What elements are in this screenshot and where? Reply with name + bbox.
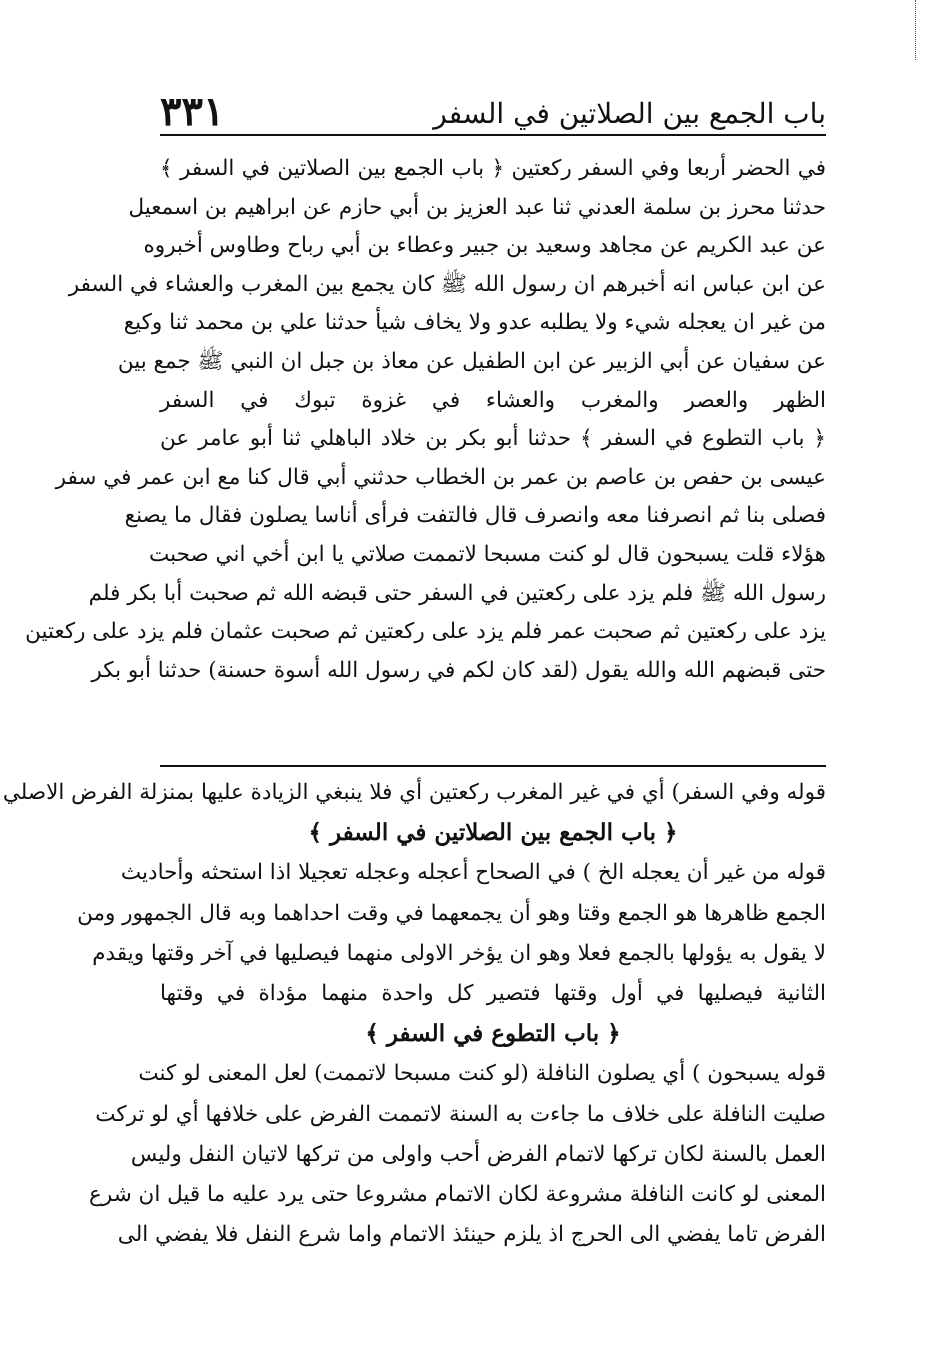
page-header bbox=[160, 82, 826, 136]
commentary-line: الفرض تاما يفضي الى الحرج اذ يلزم حينئذ الاتمام واما شرع النفل فلا يفضي الى bbox=[117, 1222, 826, 1248]
main-text-line: يزد على ركعتين ثم صحبت عمر فلم يزد على ركعتين ثم صحبت عثمان فلم يزد على ركعتين bbox=[25, 619, 826, 645]
main-text-line: عيسى بن حفص بن عاصم بن عمر بن الخطاب حدثني أبي قال كنا مع ابن عمر في سفر bbox=[55, 464, 826, 490]
main-text-line: فصلى بنا ثم انصرفنا معه وانصرف قال فالتفت فرأى أناسا يصلون فقال ما يصنع bbox=[124, 503, 826, 529]
main-text-line: في الحضر أربعا وفي السفر ركعتين ﴿ باب الجمع بين الصلاتين في السفر ﴾ bbox=[160, 156, 826, 181]
commentary-line: الجمع ظاهرها هو الجمع وقتا وهو أن يجمعهما في وقت احداهما وبه قال الجمهور ومن bbox=[77, 900, 826, 926]
main-text-line: حدثنا محرز بن سلمة العدني ثنا عبد العزيز بن أبي حازم عن ابراهيم بن اسمعيل bbox=[128, 194, 826, 220]
page-number: ٣٣١ bbox=[160, 88, 225, 135]
commentary-section-heading: ﴿ باب الجمع بين الصلاتين في السفر ﴾ bbox=[308, 819, 678, 847]
main-text-line: عن ابن عباس انه أخبرهم ان رسول الله ﷺ كان يجمع بين المغرب والعشاء في السفر bbox=[68, 271, 826, 297]
commentary-line: صليت النافلة على خلاف ما جاءت به السنة لاتممت الفرض على خلافها أي لو تركت bbox=[95, 1101, 826, 1127]
main-text-line: رسول الله ﷺ فلم يزد على ركعتين في السفر حتى قبضه الله ثم صحبت أبا بكر فلم bbox=[88, 580, 826, 606]
main-text-block bbox=[25, 150, 826, 690]
commentary-line: قوله وفي السفر) أي في غير المغرب ركعتين أي فلا ينبغي الزيادة عليها بمنزلة الفرض الاصلي bbox=[2, 780, 826, 805]
main-text-line: حتى قبضهم الله والله يقول (لقد كان لكم في رسول الله أسوة حسنة) حدثنا أبو بكر bbox=[91, 657, 826, 683]
commentary-line: العمل بالسنة لكان تركها لاتمام الفرض أحب واولى من تركها لاتيان النفل وليس bbox=[130, 1141, 826, 1167]
commentary-line: لا يقول به يؤولها بالجمع فعلا وهو ان يؤخر الاولى منهما فيصليها في آخر وقتها ويقدم bbox=[92, 940, 826, 966]
commentary-line: المعنى لو كانت النافلة مشروعة لكان الاتمام مشروعا حتى يرد عليه ما قيل ان شرع bbox=[89, 1181, 826, 1207]
commentary-line: قوله من غير أن يعجله الخ ) في الصحاح أعجله وعجله تعجيلا اذا استحثه وأحاديث bbox=[120, 860, 826, 886]
scan-edge-mark bbox=[913, 0, 916, 60]
main-text-line: عن عبد الكريم عن مجاهد وسعيد بن جبير وعطاء بن أبي رباح وطاوس أخبروه bbox=[143, 233, 826, 259]
commentary-divider bbox=[160, 765, 826, 767]
main-text-line: عن سفيان عن أبي الزبير عن ابن الطفيل عن معاذ بن جبل ان النبي ﷺ جمع بين bbox=[117, 348, 826, 374]
running-title: باب الجمع بين الصلاتين في السفر bbox=[433, 97, 826, 130]
main-text-line: هؤلاء قلت يسبحون قال لو كنت مسبحا لاتممت صلاتي يا ابن أخي اني صحبت bbox=[148, 541, 826, 567]
main-text-line: ﴿ باب التطوع في السفر ﴾ حدثنا أبو بكر بن خلاد الباهلي ثنا أبو عامر عن bbox=[160, 426, 826, 452]
commentary-line: قوله يسبحون ) أي يصلون النافلة (لو كنت مسبحا لاتممت) لعل المعنى لو كنت bbox=[138, 1061, 826, 1087]
main-text-line: من غير ان يعجله شيء ولا يطلبه عدو ولا يخاف شيأ حدثنا علي بن محمد ثنا وكيع bbox=[123, 310, 826, 336]
main-text-line: الظهر والعصر والمغرب والعشاء في غزوة تبوك في السفر bbox=[160, 387, 826, 413]
commentary-block bbox=[2, 773, 826, 1255]
commentary-line: الثانية فيصليها في أول وقتها فتصير كل واحدة منهما مؤداة في وقتها bbox=[160, 980, 826, 1006]
commentary-section-heading: ﴿ باب التطوع في السفر ﴾ bbox=[365, 1020, 621, 1048]
